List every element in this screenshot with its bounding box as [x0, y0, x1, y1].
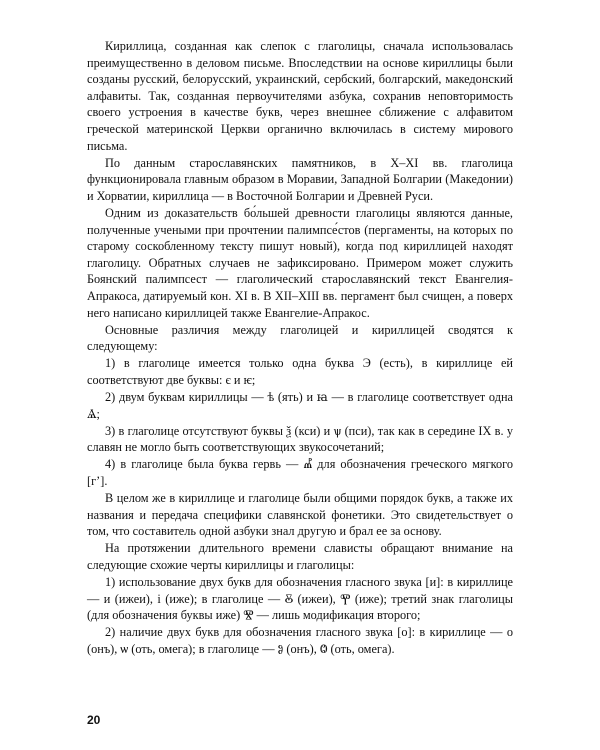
- list-item: 2) наличие двух букв для обозначения гласного звука [о]: в кириллице — о (онъ), ѡ (оть, омега); в глаголице — Ⱁ (онъ), Ⱉ (оть, омега).: [87, 625, 513, 656]
- paragraph: Кириллица, созданная как слепок с глаголицы, сначала использовалась преимущественно в деловом письме. Впоследствии на основе кириллицы были созданы русский, белорусский, украинский, сербский, болгарский, македонский алфавиты. Так, созданная первоучителями азбука, сохранив неповторимость своего устроения в качестве букв, через внешнее сближение с алфавитом греческой материнской Церкви органично включилась в систему мирового письма.: [87, 39, 513, 153]
- paragraph: Одним из доказательств бо́льшей древности глаголицы являются данные, полученные учеными при прочтении палимпсе́стов (пергаменты, на которых по старому соскобленному тексту пишут новый), когда под кириллицей находят глаголицу. Обратных случаев не зафиксировано. Примером может служить Боянский палимпсест — глаголический старославянский текст Евангелия-Апракоса, датируемый кон. XI в. В XII–XIII вв. пергамент был счищен, а поверх него написано кириллицей также Евангелие-Апракос.: [87, 205, 513, 320]
- body-text: [87, 38, 513, 657]
- list-item: 2) двум буквам кириллицы — ѣ (ять) и ꙗ — в глаголице соответствует одна Ⱑ;: [87, 389, 513, 421]
- page-number: 20: [87, 713, 101, 727]
- paragraph: По данным старославянских памятников, в X–XI вв. глаголица функционировала главным образом в Моравии, Западной Болгарии (Македонии) и Хорватии, кириллица — в Восточной Болгарии и Древней Руси.: [87, 155, 513, 203]
- list-item: 4) в глаголице была буква гервь — Ⰼ для обозначения греческого мягкого [г’].: [87, 457, 513, 488]
- list-item: 3) в глаголице отсутствуют буквы ѯ (кси) и ѱ (пси), так как в середине IX в. у славян не могло быть соответствующих звукосочетаний;: [87, 423, 513, 455]
- list-item: 1) в глаголице имеется только одна буква Э (есть), в кириллице ей соответствуют две буквы: є и ѥ;: [87, 356, 513, 387]
- paragraph: В целом же в кириллице и глаголице были общими порядок букв, а также их названия и передача специфики славянской фонетики. Это свидетельствует о том, что составитель одной азбуки знал другую и брал ее за основу.: [87, 491, 513, 539]
- paragraph: На протяжении длительного времени слависты обращают внимание на следующие схожие черты кириллицы и глаголицы:: [87, 541, 513, 572]
- list-item: 1) использование двух букв для обозначения гласного звука [и]: в кириллице — и (ижеи), і (иже); в глаголице — Ⰻ (ижеи), Ⰹ (иже); третий знак глаголицы (для обозначения буквы иже) Ⰺ — лишь модификация второго;: [87, 575, 513, 623]
- paragraph: Основные различия между глаголицей и кириллицей сводятся к следующему:: [87, 322, 513, 354]
